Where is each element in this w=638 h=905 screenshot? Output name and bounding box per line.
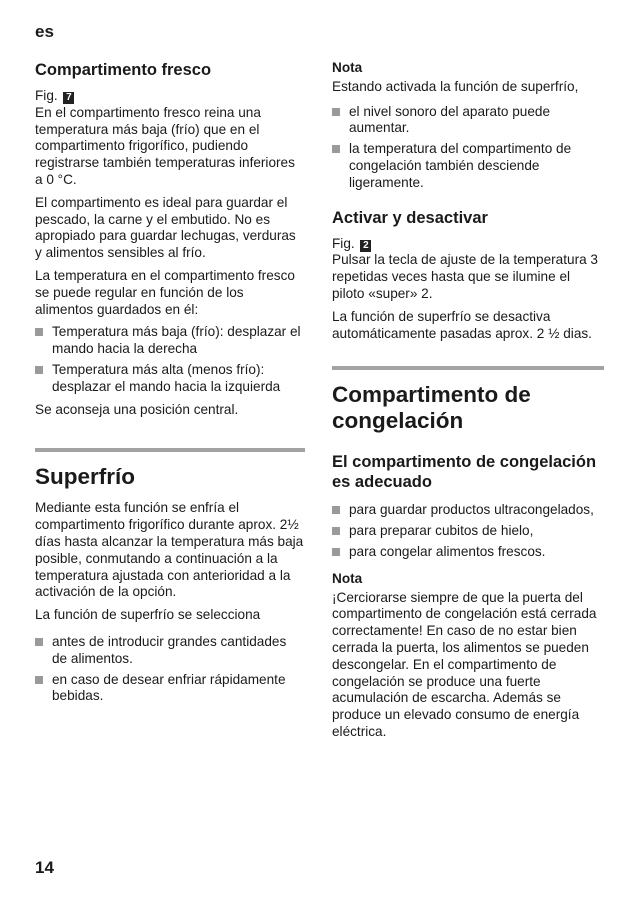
fresh-fig-ref [35,88,305,105]
language-code: es [35,22,54,41]
figure-number-badge: 2 [360,240,371,252]
fresh-paragraph-3: La temperatura en el compartimento fresco se puede regular en función de los alimentos guardados en él: [35,267,295,317]
list-item: la temperatura del compartimento de congelación también desciende ligeramente. [332,141,604,191]
list-item: para congelar alimentos frescos. [332,544,604,561]
fresh-paragraph-4: Se aconseja una posición central. [35,401,239,417]
freezer-note-text: ¡Cerciorarse siempre de que la puerta del compartimento de congelación está cerrada correctamente! En caso de no estar bien cerrada la puerta, los alimentos se pueden descongelar. En el compartimento de congelación se produce una fuerte acumulación de escarcha. Además se produce un elevado consumo de energía eléctrica. [332,589,597,739]
square-bullet-icon [332,145,340,153]
superfrio-paragraph-1: Mediante esta función se enfría el compartimento frigorífico durante aprox. 2½ días hasta alcanzar la temperatura más baja posible, conmutando a continuación a la temperatura ajustada con anterioridad a la activación de la opción. [35,500,304,600]
list-item: Temperatura más baja (frío): desplazar el mando hacia la derecha [35,324,305,358]
superfrio-paragraph-2: La función de superfrío se selecciona [35,607,261,623]
superfrio-bullet-list [35,634,305,705]
square-bullet-icon [332,527,340,535]
freezer-title: Compartimento de congelación [332,382,531,434]
activate-paragraph-2: La función de superfrío se desactiva automáticamente pasadas aprox. 2 ½ dias. [332,308,592,341]
section-divider [332,366,604,370]
note-text: Estando activada la función de superfrío, [332,78,579,94]
fresh-compartment-title: Compartimento fresco [35,61,212,79]
page-number: 14 [35,858,54,877]
activate-fig-ref [332,236,604,253]
activate-paragraph-1: Pulsar la tecla de ajuste de la temperatura 3 repetidas veces hasta que se ilumine el piloto «super» 2. [332,252,598,301]
right-column [332,60,604,747]
list-item: para preparar cubitos de hielo, [332,523,604,540]
list-item: Temperatura más alta (menos frío): desplazar el mando hacia la izquierda [35,362,305,396]
list-item: antes de introducir grandes cantidades de alimentos. [35,634,305,668]
freezer-bullet-list [332,502,604,560]
note-heading: Nota [332,570,363,586]
list-item: para guardar productos ultracongelados, [332,502,604,519]
note-heading: Nota [332,60,363,75]
fresh-paragraph-2: El compartimento es ideal para guardar el pescado, la carne y el embutido. No es apropiado para guardar lechugas, verduras y alimentos sensibles al frío. [35,194,296,261]
fig-label: Fig. [35,88,58,103]
fresh-paragraph-1: En el compartimento fresco reina una temperatura más baja (frío) que en el compartimento frigorífico, pudiendo registrarse también temperaturas inferiores a 0 °C. [35,104,295,187]
note-bullet-list [332,104,604,192]
freezer-subtitle: El compartimento de congelación es adecuado [332,453,597,492]
section-divider [35,448,305,452]
list-item: el nivel sonoro del aparato puede aumentar. [332,104,604,138]
square-bullet-icon [35,638,43,646]
list-item: en caso de desear enfriar rápidamente bebidas. [35,672,305,706]
figure-number-badge: 7 [63,92,74,104]
square-bullet-icon [35,328,43,336]
fig-label: Fig. [332,235,355,251]
square-bullet-icon [332,506,340,514]
superfrio-title: Superfrío [35,464,136,490]
square-bullet-icon [332,548,340,556]
square-bullet-icon [35,366,43,374]
left-column [35,60,305,711]
activate-title: Activar y desactivar [332,208,488,227]
square-bullet-icon [35,676,43,684]
fresh-bullet-list [35,324,305,395]
square-bullet-icon [332,108,340,116]
